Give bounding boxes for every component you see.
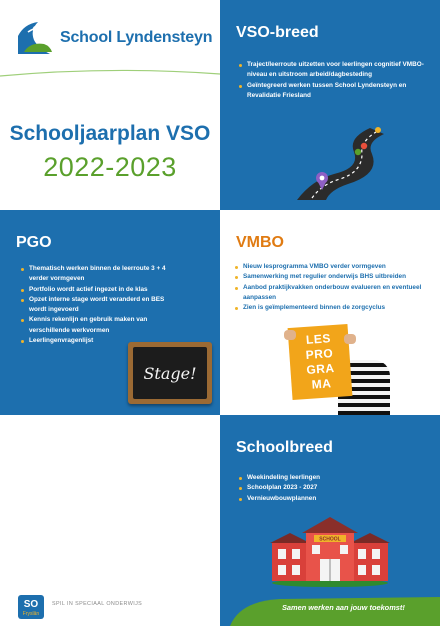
vmbo-title: VMBO (236, 234, 284, 251)
plan-title: Schooljaarplan VSO (9, 122, 211, 145)
vmbo-panel (220, 210, 440, 415)
lesprogramma-illustration (278, 320, 390, 415)
sign-line: MA (311, 376, 332, 392)
so-fryslan-logo (18, 595, 44, 619)
chalkboard-text: Stage! (143, 363, 197, 383)
vso-breed-panel (220, 0, 440, 210)
list-item: Kennis rekenlijn en gebruik maken van verschillende werkvormen (20, 315, 180, 336)
winding-road-icon (292, 122, 392, 200)
sign-line: GRA (305, 361, 336, 377)
school-building-icon (268, 515, 392, 587)
footer-tagline: SPIL IN SPECIAAL ONDERWIJS (52, 601, 143, 607)
closing-banner-text: Samen werken aan jouw toekomst! (282, 603, 405, 612)
lesprogramma-sign (288, 324, 353, 400)
school-name: School Lyndensteyn (60, 29, 213, 46)
so-logo-subtext: Fryslân (22, 611, 40, 617)
list-item: Zien is geïmplementeerd binnen de zorgcyclus (234, 303, 434, 313)
school-logo (14, 18, 212, 58)
list-item: Opzet interne stage wordt veranderd en BES wordt ingevoerd (20, 295, 180, 316)
hand-right (344, 334, 356, 344)
schoolbreed-list (238, 473, 428, 504)
list-item: Leerlingenvragenlijst (20, 336, 180, 346)
list-item: Traject/leerroute uitzetten voor leerlingen cognitief VMBO-niveau en uitstroom arbeid/dagbesteding (238, 60, 428, 81)
chalkboard-surface (133, 347, 207, 399)
vmbo-list (234, 262, 434, 313)
list-item: Portfolio wordt actief ingezet in de klas (20, 285, 180, 295)
footer-left-panel (0, 415, 220, 626)
schoolbreed-title: Schoolbreed (236, 439, 333, 456)
list-item: Thematisch werken binnen de leerroute 3 + 4 verder vormgeven (20, 264, 180, 285)
pgo-title: PGO (16, 234, 52, 251)
vso-breed-list (238, 60, 428, 101)
cover-panel (0, 0, 220, 210)
decorative-swoosh (0, 64, 220, 84)
school-logo-icon (14, 18, 54, 58)
list-item: Schoolplan 2023 - 2027 (238, 483, 428, 493)
vso-breed-title: VSO-breed (236, 24, 319, 41)
school-sign-text: SCHOOL (319, 536, 341, 543)
sign-line: PRO (305, 346, 334, 362)
list-item: Weekindeling leerlingen (238, 473, 428, 483)
hand-left (284, 330, 296, 340)
list-item: Nieuw lesprogramma VMBO verder vormgeven (234, 262, 434, 272)
list-item: Geïntegreerd werken tussen School Lyndensteyn en Revalidatie Friesland (238, 81, 428, 102)
pgo-list (20, 264, 180, 346)
so-logo-text: SO (23, 599, 39, 610)
sign-line: LES (305, 331, 332, 347)
list-item: Vernieuwbouwplannen (238, 494, 428, 504)
plan-year: 2022-2023 (43, 152, 177, 182)
list-item: Aanbod praktijkvakken onderbouw evalueren en eventueel aanpassen (234, 283, 434, 304)
list-item: Samenwerking met regulier onderwijs BHS uitbreiden (234, 272, 434, 282)
pgo-panel (0, 210, 220, 415)
schoolbreed-panel (220, 415, 440, 626)
stage-chalkboard (128, 342, 212, 404)
